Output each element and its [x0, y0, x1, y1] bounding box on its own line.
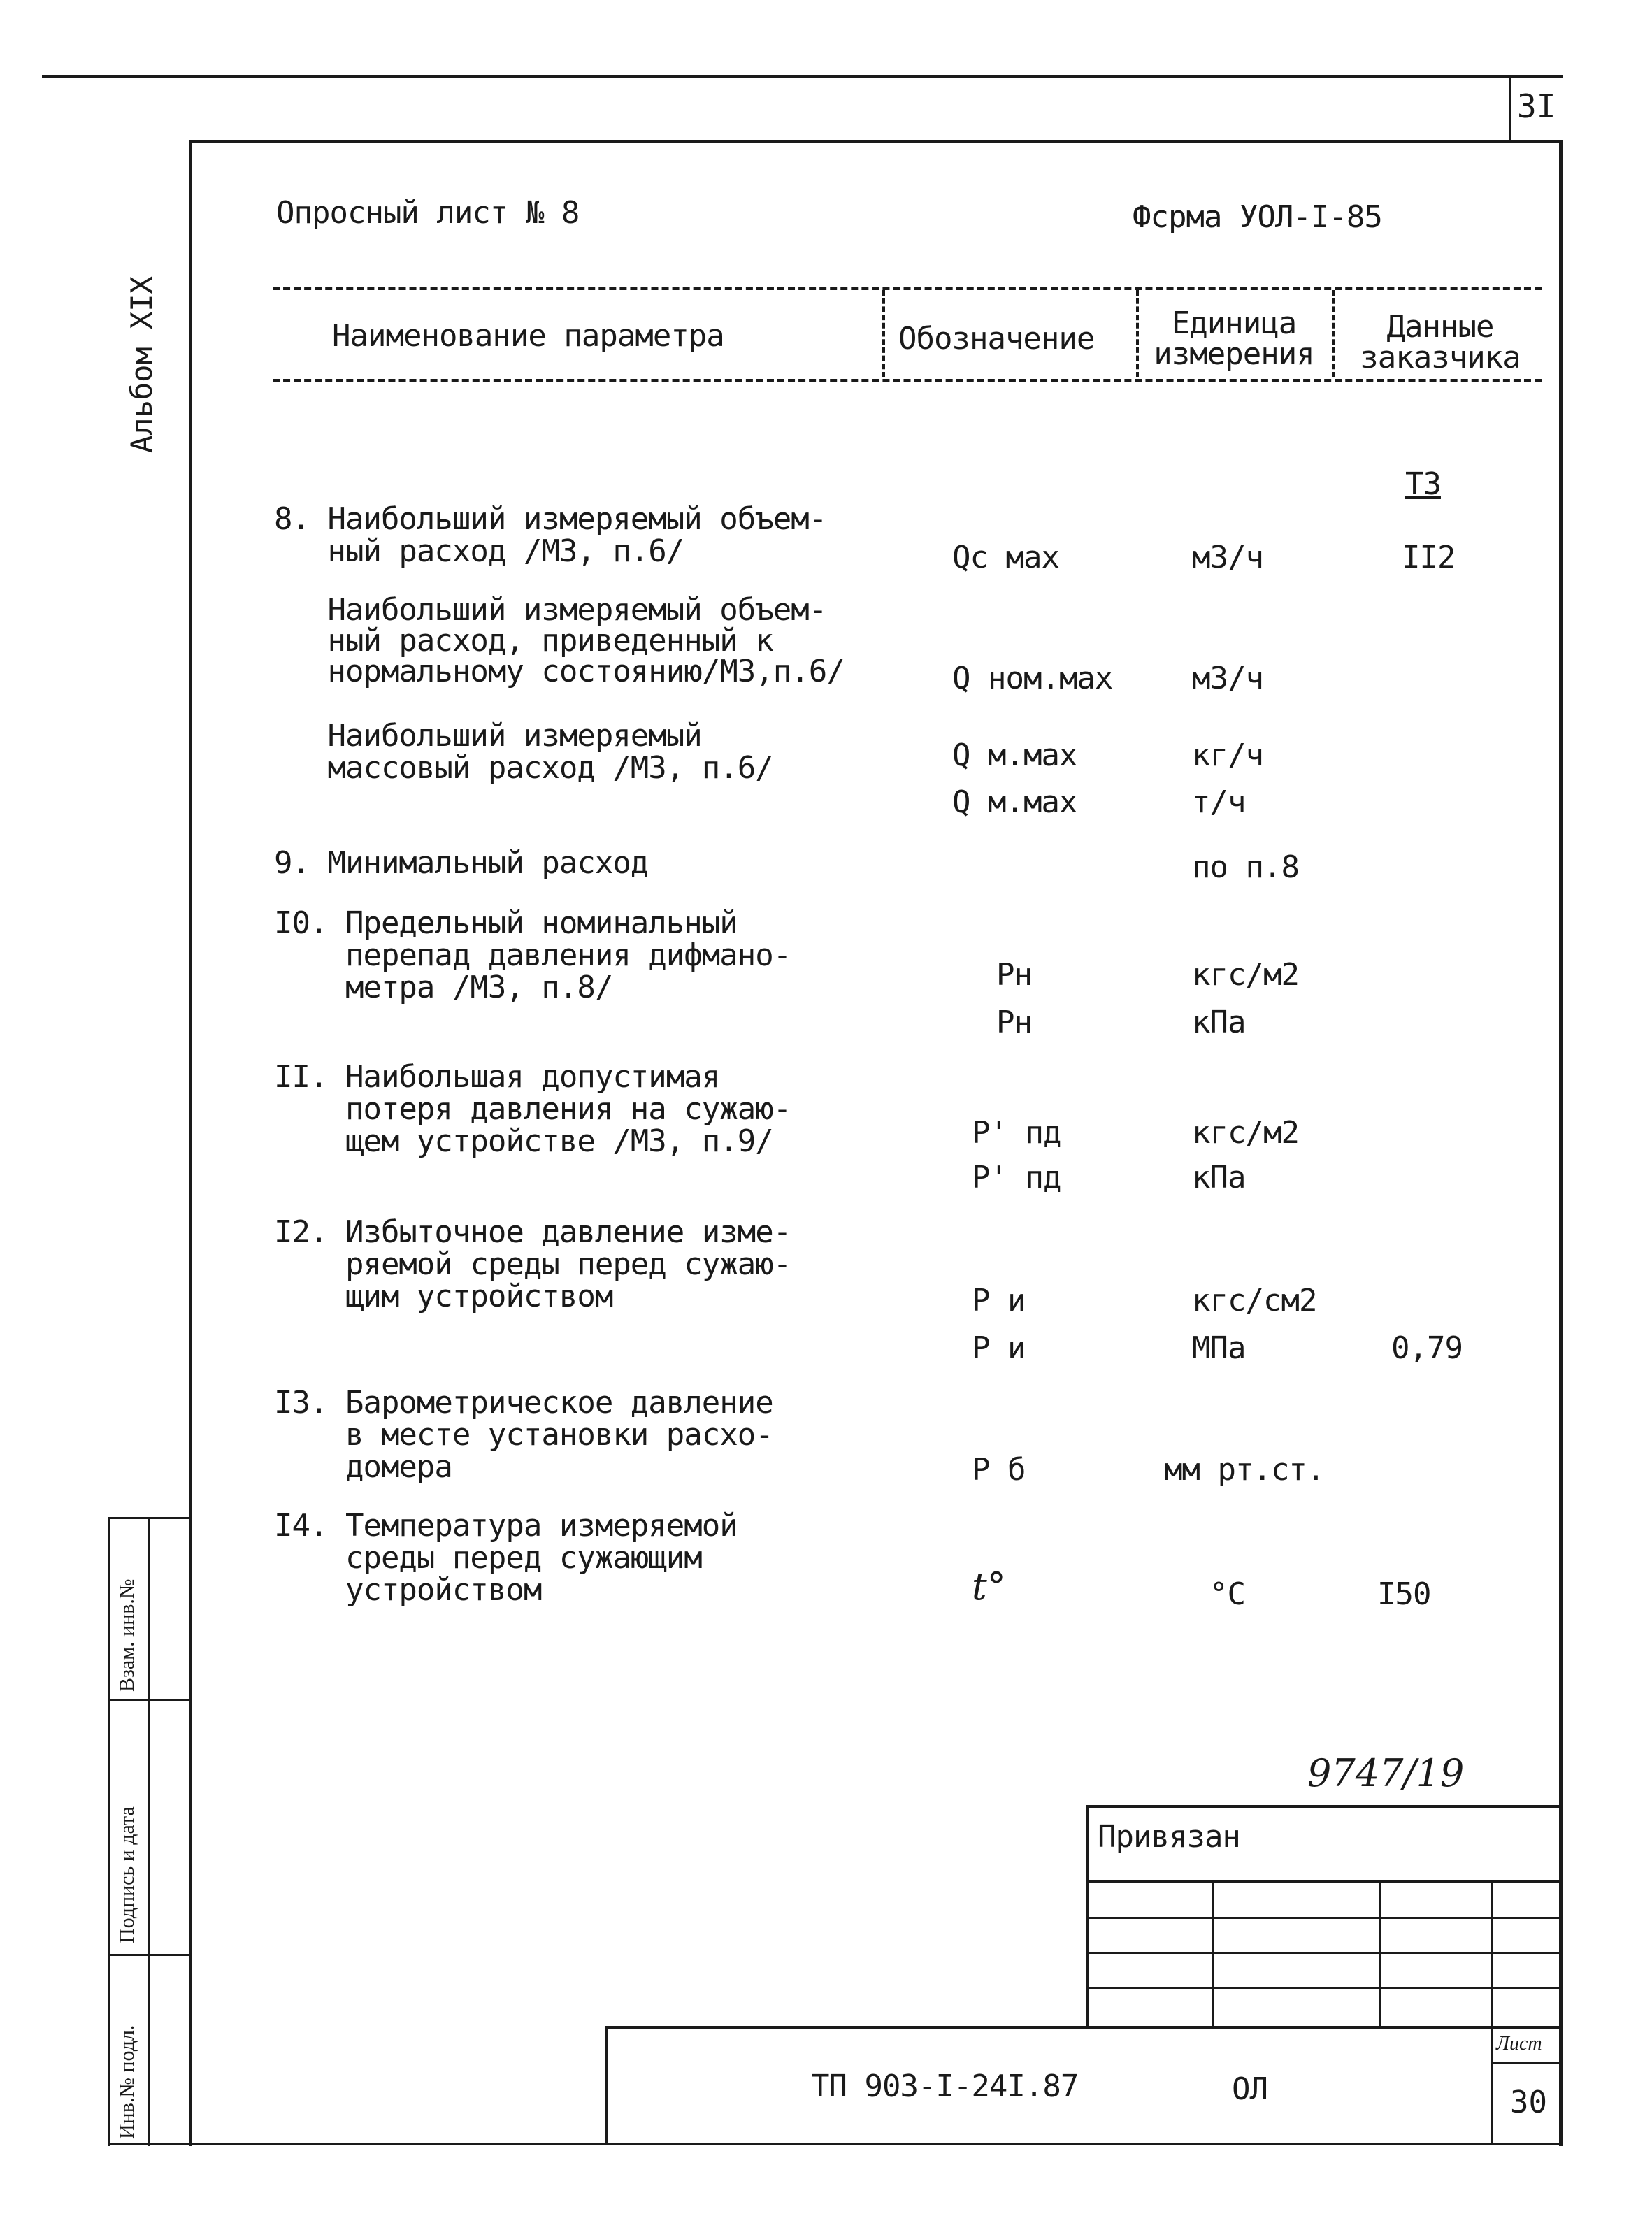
row11-symbol-2: Р' пд	[972, 1160, 1061, 1195]
row10-text-1: I0. Предельный номинальный	[274, 905, 738, 941]
form-code: Фсрма УОЛ-I-85	[1133, 199, 1382, 235]
table-header-top-rule	[273, 287, 1542, 290]
row10-symbol-1: Рн	[996, 957, 1032, 993]
row14-text-3: устройством	[274, 1572, 542, 1608]
row12-unit-1: кгс/см2	[1192, 1283, 1317, 1318]
row8-text-2: ный расход /МЗ, п.6/	[274, 533, 684, 569]
side-stamp-outer-left	[108, 1517, 110, 2146]
row8b-text-3: нормальному состоянию/МЗ,п.6/	[274, 654, 845, 689]
col-header-unit-1: Единица	[1171, 305, 1297, 341]
row10-unit-1: кгс/м2	[1192, 957, 1299, 993]
row11-unit-1: кгс/м2	[1192, 1115, 1299, 1151]
col-header-data-1: Данные	[1386, 309, 1494, 345]
row13-unit: мм рт.ст.	[1164, 1452, 1325, 1488]
row12-unit-2: МПа	[1192, 1330, 1246, 1366]
row8-symbol: Qс мах	[952, 540, 1059, 575]
row10-symbol-2: Рн	[996, 1005, 1032, 1040]
row10-text-2: перепад давления дифмано-	[274, 937, 791, 973]
row12-text-1: I2. Избыточное давление изме-	[274, 1214, 791, 1250]
frame-right	[1559, 140, 1563, 2146]
row9-unit: по п.8	[1192, 849, 1299, 885]
col-header-unit-2: измерения	[1154, 336, 1314, 372]
row8b-text-2: ный расход, приведенный к	[274, 623, 773, 659]
side-podpis-data: Подпись и дата	[115, 1806, 138, 1943]
col-divider-2	[1136, 290, 1139, 377]
doc-suffix: ОЛ	[1232, 2071, 1267, 2107]
row10-text-3: метра /МЗ, п.8/	[274, 970, 613, 1005]
row13-text-1: I3. Барометрическое давление	[274, 1385, 773, 1420]
row8c-text-2: массовый расход /МЗ, п.6/	[274, 750, 773, 786]
row12-text-2: ряемой среды перед сужаю-	[274, 1246, 791, 1282]
row8c-text-1: Наибольший измеряемый	[274, 718, 702, 754]
row9-text-1: 9. Минимальный расход	[274, 845, 649, 881]
row14-value: I50	[1377, 1576, 1431, 1612]
side-stamp-line-2	[108, 1699, 189, 1701]
row11-text-2: потеря давления на сужаю-	[274, 1091, 791, 1127]
t3-marker: ТЗ	[1405, 466, 1441, 502]
privyazan-grid-v1	[1212, 1880, 1214, 2029]
row10-unit-2: кПа	[1192, 1005, 1246, 1040]
row12-symbol-1: Р и	[972, 1283, 1026, 1318]
col-header-name: Наименование параметра	[332, 318, 724, 354]
sheet-number: 30	[1510, 2085, 1547, 2120]
row8-text-1: 8. Наибольший измеряемый объем-	[274, 501, 827, 537]
col-header-data-2: заказчика	[1360, 340, 1521, 375]
title-block-top	[605, 2026, 1563, 2029]
col-divider-1	[882, 290, 885, 377]
row12-value: 0,79	[1391, 1330, 1463, 1366]
row12-text-3: щим устройством	[274, 1279, 613, 1314]
top-rule	[42, 75, 1563, 78]
page-number-box-left	[1509, 77, 1511, 143]
row13-text-3: домера	[274, 1449, 452, 1485]
row14-unit: °С	[1209, 1576, 1245, 1612]
frame-top	[189, 140, 1563, 143]
row13-text-2: в месте установки расхо-	[274, 1417, 773, 1453]
row14-text-2: среды перед сужающим	[274, 1540, 702, 1576]
title-block-sheet-divider	[1491, 2026, 1493, 2145]
col-header-symbol: Обозначение	[898, 321, 1095, 357]
col-divider-3	[1332, 290, 1335, 377]
row8c-symbol-1: Q м.мах	[952, 738, 1077, 773]
handwritten-number: 9747/19	[1307, 1751, 1465, 1795]
row8c-unit-2: т/ч	[1192, 784, 1246, 820]
frame-left	[189, 140, 192, 2146]
side-inv-podl: Инв.№ подл.	[115, 2024, 138, 2139]
title-block-left	[605, 2026, 608, 2145]
privyazan-label: Привязан	[1098, 1819, 1240, 1855]
table-header-bottom-rule	[273, 379, 1542, 382]
side-vzam-inv: Взам. инв.№	[115, 1578, 138, 1692]
questionnaire-title: Опросный лист № 8	[276, 195, 580, 231]
title-block-sheet-line	[1491, 2062, 1561, 2064]
privyazan-grid-v3	[1491, 1880, 1493, 2029]
row13-symbol: Р б	[972, 1452, 1026, 1488]
row8c-symbol-2: Q м.мах	[952, 784, 1077, 820]
side-stamp-inner	[148, 1517, 150, 2146]
doc-code: ТП 903-I-24I.87	[811, 2069, 1079, 2104]
row11-text-3: щем устройстве /МЗ, п.9/	[274, 1123, 773, 1159]
album-label: Альбом XIX	[124, 276, 159, 453]
row8b-unit: м3/ч	[1192, 661, 1263, 696]
page-number: 3I	[1517, 87, 1556, 125]
row11-unit-2: кПа	[1192, 1160, 1246, 1195]
row8c-unit-1: кг/ч	[1192, 738, 1263, 773]
privyazan-grid-v2	[1379, 1880, 1381, 2029]
row12-symbol-2: Р и	[972, 1330, 1026, 1366]
row8b-text-1: Наибольший измеряемый объем-	[274, 592, 827, 628]
sheet-label: Лист	[1496, 2033, 1542, 2055]
privyazan-top	[1086, 1805, 1563, 1808]
frame-bottom	[108, 2143, 1563, 2145]
row11-symbol-1: Р' пд	[972, 1115, 1061, 1151]
side-stamp-line-1	[108, 1517, 189, 1519]
row11-text-1: II. Наибольшая допустимая	[274, 1059, 720, 1095]
row8b-symbol: Q ном.мах	[952, 661, 1113, 696]
row14-symbol: t°	[972, 1565, 1006, 1609]
row8-value: II2	[1402, 540, 1456, 575]
side-stamp-line-3	[108, 1954, 189, 1956]
row8-unit: м3/ч	[1192, 540, 1263, 575]
row14-text-1: I4. Температура измеряемой	[274, 1508, 738, 1544]
